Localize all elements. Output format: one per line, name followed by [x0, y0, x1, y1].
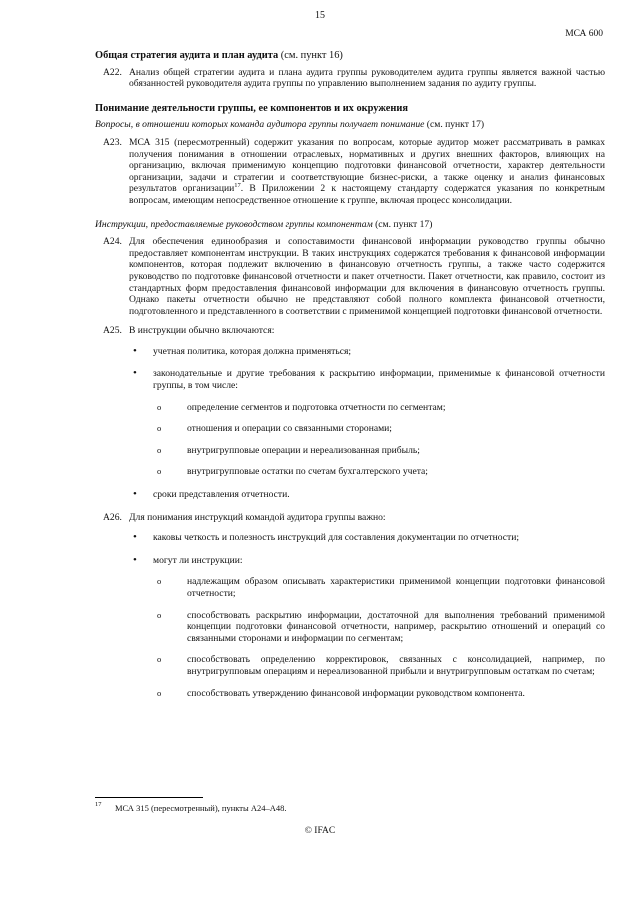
list-item: • учетная политика, которая должна применяться; — [95, 346, 605, 358]
list-item — [95, 555, 605, 699]
paragraph-a25 — [95, 325, 605, 337]
bullet-list-a25 — [95, 346, 605, 501]
sub-list-item: o способствовать раскрытию информации, достаточной для выполнения требований применимой концепции подготовки финансовой отчетности, например, раскрытию отношений и операций со связанными сторонами и информации по сегментам; — [153, 610, 605, 645]
page-body — [95, 50, 605, 710]
paragraph-number: A22. — [103, 66, 122, 78]
paragraph-text: МСА 315 (пересмотренный) содержит указания по вопросам, которые аудитор может рассматривать в рамках получения понимания в отношении отраслевых, нормативных и других внешних факторов, влияющих на организацию, включая применимую концепцию подготовки финансовой отчетности, характер деятельности организации, задачи и стратегии и соответствующие бизнес-риски, а также оценку и анализ финансовых результатов организации — [129, 136, 605, 195]
heading-ref: (см. пункт 16) — [280, 50, 343, 61]
paragraph-number: A24. — [103, 236, 122, 248]
document-code: МСА 600 — [565, 29, 603, 39]
subheading-ref: (см. пункт 17) — [426, 119, 485, 131]
sub-list-item: o способствовать определению корректировок, связанных с консолидацией, например, по внутригрупповым операциям и нереализованной прибыли и внутригрупповым остаткам по счетам; — [153, 654, 605, 677]
subheading-text: Вопросы, в отношении которых команда аудитора группы получает понимание — [95, 119, 425, 131]
sub-list-item: o способствовать утверждению финансовой информации руководством компонента. — [153, 688, 605, 700]
heading-text: Общая стратегия аудита и план аудита — [95, 50, 279, 61]
paragraph-text: Анализ общей стратегии аудита и плана аудита группы руководителем аудита группы является важной частью обязанностей руководителя аудита группы по управлению выполнением задания по аудиту группы. — [129, 66, 605, 90]
paragraph-text: В инструкции обычно включаются: — [129, 325, 275, 337]
paragraph-a24 — [95, 236, 605, 317]
list-item: • каковы четкость и полезность инструкций для составления документации по отчетности; — [95, 532, 605, 544]
list-item — [95, 368, 605, 478]
sub-list — [153, 402, 605, 478]
paragraph-text: Для обеспечения единообразия и сопоставимости финансовой информации руководство группы обычно предоставляет компонентам инструкции. В таких инструкциях содержатся требования к финансовой информации компонентов, которая подлежит включению в финансовую отчетность группы, а также часто содержится руководство по подготовке финансовой отчетности и пакет отчетности. Пакет отчетности, как правило, состоит из стандартных форм предоставления финансовой информации для включения в финансовую отчетность группы. Однако пакеты отчетности обычно не представляют собой полного комплекта финансовой отчетности, подготовленного и представленного в соответствии с применимой концепцией подготовки финансовой отчетности. — [129, 236, 605, 317]
list-item-text: могут ли инструкции: — [153, 554, 243, 566]
page-number: 15 — [315, 10, 325, 21]
sub-list-item: o надлежащим образом описывать характеристики применимой концепции подготовки финансовой отчетности; — [153, 576, 605, 599]
paragraph-a23 — [95, 137, 605, 207]
copyright-notice: © IFAC — [304, 826, 336, 836]
subheading-instructions — [95, 219, 605, 231]
sub-list-item: o внутригрупповые операции и нереализованная прибыль; — [153, 445, 605, 457]
paragraph-number: A25. — [103, 325, 122, 337]
paragraph-text-continued: . В Приложении 2 к настоящему стандарту содержатся указания по конкретным вопросам, имеющим непосредственное отношение к группе, включая процесс консолидации. — [129, 183, 605, 206]
bullet-list-a26 — [95, 532, 605, 699]
footnote-mark: 17 — [95, 801, 102, 808]
paragraph-a26 — [95, 512, 605, 524]
subheading-questions — [95, 119, 605, 131]
paragraph-number: A26. — [103, 511, 122, 523]
footnote-text: МСА 315 (пересмотренный), пункты A24–A48. — [115, 803, 287, 813]
sub-list-item: o определение сегментов и подготовка отчетности по сегментам; — [153, 402, 605, 414]
section-heading-strategy — [95, 50, 605, 62]
paragraph-text: Для понимания инструкций командой аудитора группы важно: — [129, 511, 386, 523]
paragraph-number: A23. — [103, 136, 122, 148]
sub-list-item: o внутригрупповые остатки по счетам бухгалтерского учета; — [153, 466, 605, 478]
subheading-ref: (см. пункт 17) — [375, 218, 433, 230]
sub-list-item: o отношения и операции со связанными сторонами; — [153, 423, 605, 435]
sub-list — [153, 576, 605, 699]
footnote — [95, 803, 286, 813]
footnote-reference: 17 — [234, 182, 241, 190]
section-heading-understanding: Понимание деятельности группы, ее компонентов и их окружения — [95, 102, 408, 114]
paragraph-a22 — [95, 67, 605, 90]
list-item-text: законодательные и другие требования к раскрытию информации, применимые к финансовой отчетности группы, в том числе: — [153, 368, 605, 392]
footnote-divider — [95, 797, 203, 798]
subheading-text: Инструкции, предоставляемые руководством группы компонентам — [95, 218, 373, 230]
list-item: • сроки представления отчетности. — [95, 489, 605, 501]
